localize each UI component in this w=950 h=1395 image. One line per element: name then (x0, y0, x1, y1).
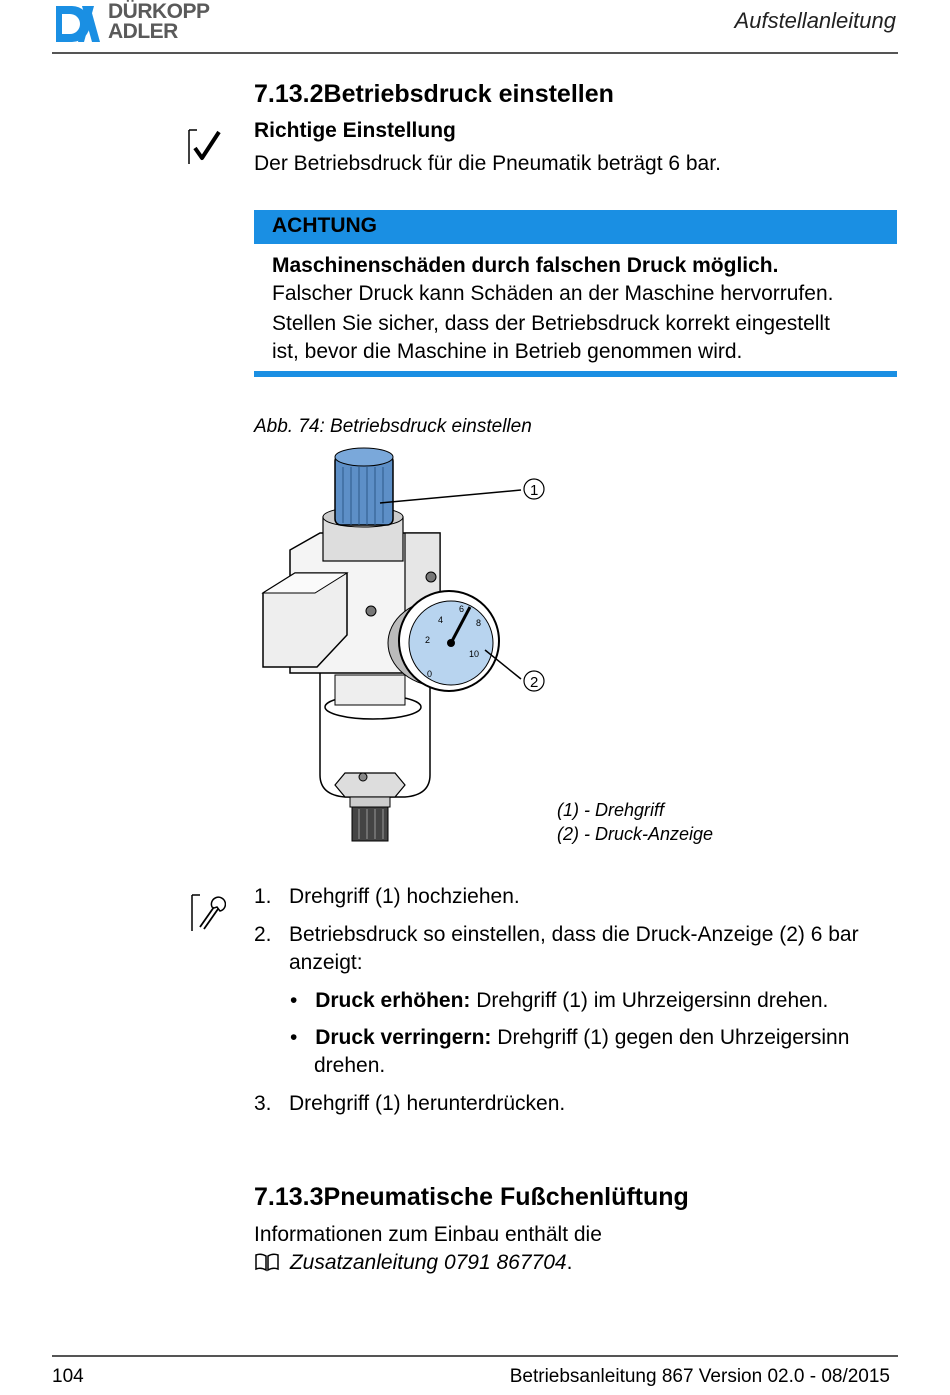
callout-2: 2 (530, 674, 539, 691)
warning-line2: Stellen Sie sicher, dass der Betriebsdruck korrekt eingestellt (272, 312, 830, 335)
step-text-line1: Betriebsdruck so einstellen, dass die Druck-Anzeige (2) 6 bar (289, 923, 859, 946)
step-number: 3. (254, 1092, 272, 1115)
bullet-bold: Druck erhöhen: (315, 989, 471, 1012)
checkmark-icon (187, 128, 223, 166)
step-number: 1. (254, 885, 272, 908)
bullet-text: Drehgriff (1) im Uhrzeigersinn drehen. (470, 989, 829, 1012)
legend-item-1: (1) - Drehgriff (557, 800, 665, 820)
bullet-mark: • (290, 1026, 298, 1049)
section-title: Pneumatische Fußchenlüftung (323, 1183, 689, 1211)
page-number: 104 (52, 1366, 84, 1387)
setting-text: Der Betriebsdruck für die Pneumatik beträgt 6 bar. (254, 152, 721, 175)
step-number: 2. (254, 923, 272, 946)
section-number: 7.13.2 (254, 80, 324, 108)
section-heading-1 (254, 80, 614, 109)
reference-end: . (566, 1251, 573, 1274)
legend-item-2: (2) - Druck-Anzeige (557, 824, 714, 844)
section2-reference (254, 1249, 572, 1277)
warning-line1: Falscher Druck kann Schäden an der Maschine hervorrufen. (272, 282, 834, 305)
setting-heading: Richtige Einstellung (254, 119, 456, 142)
warning-headline: Maschinenschäden durch falschen Druck möglich. (272, 254, 779, 277)
step-text-line2: anzeigt: (289, 951, 363, 974)
warning-banner (254, 210, 897, 244)
section-number: 7.13.3 (254, 1183, 324, 1211)
gauge-tick-4: 4 (438, 615, 444, 625)
bullet-1 (290, 987, 910, 1015)
step-3 (254, 1090, 894, 1118)
gauge-tick-8: 8 (476, 618, 482, 628)
bullet-mark: • (290, 989, 298, 1012)
logo-line2: ADLER (108, 20, 178, 43)
gauge-tick-2: 2 (425, 635, 431, 645)
logo-line1: DÜRKOPP (108, 0, 210, 23)
figure-caption: Abb. 74: Betriebsdruck einstellen (254, 416, 532, 437)
bullet-bold: Druck verringern: (315, 1026, 492, 1049)
book-icon (254, 1252, 280, 1272)
pressure-regulator-illustration (255, 445, 555, 855)
warning-label: ACHTUNG (272, 214, 377, 237)
doc-info: Betriebsanleitung 867 Version 02.0 - 08/2015 (509, 1366, 890, 1387)
wrench-icon (190, 893, 226, 933)
brand-logo (52, 2, 232, 46)
bullet-text-line2: drehen. (314, 1054, 386, 1077)
warning-bottom-rule (254, 371, 897, 377)
warning-line3: ist, bevor die Maschine in Betrieb genommen wird. (272, 340, 743, 363)
gauge-tick-0: 0 (427, 669, 433, 679)
step-text: Drehgriff (1) herunterdrücken. (289, 1092, 566, 1115)
doc-type: Aufstellanleitung (734, 8, 896, 33)
header-rule (52, 52, 898, 54)
bullet-2 (290, 1024, 910, 1080)
logo-mark-icon (52, 2, 104, 46)
bullet-text: Drehgriff (1) gegen den Uhrzeigersinn (491, 1026, 850, 1049)
step-1 (254, 883, 894, 911)
callout-1: 1 (530, 482, 539, 499)
step-2 (254, 921, 904, 977)
gauge-tick-10: 10 (469, 649, 480, 659)
section-title: Betriebsdruck einstellen (323, 80, 614, 108)
section-heading-2 (254, 1183, 689, 1212)
reference-link[interactable]: Zusatzanleitung 0791 867704 (289, 1251, 567, 1274)
step-text: Drehgriff (1) hochziehen. (289, 885, 520, 908)
footer-rule (52, 1355, 898, 1357)
section2-text: Informationen zum Einbau enthält die (254, 1223, 602, 1246)
gauge-tick-6: 6 (459, 604, 465, 614)
